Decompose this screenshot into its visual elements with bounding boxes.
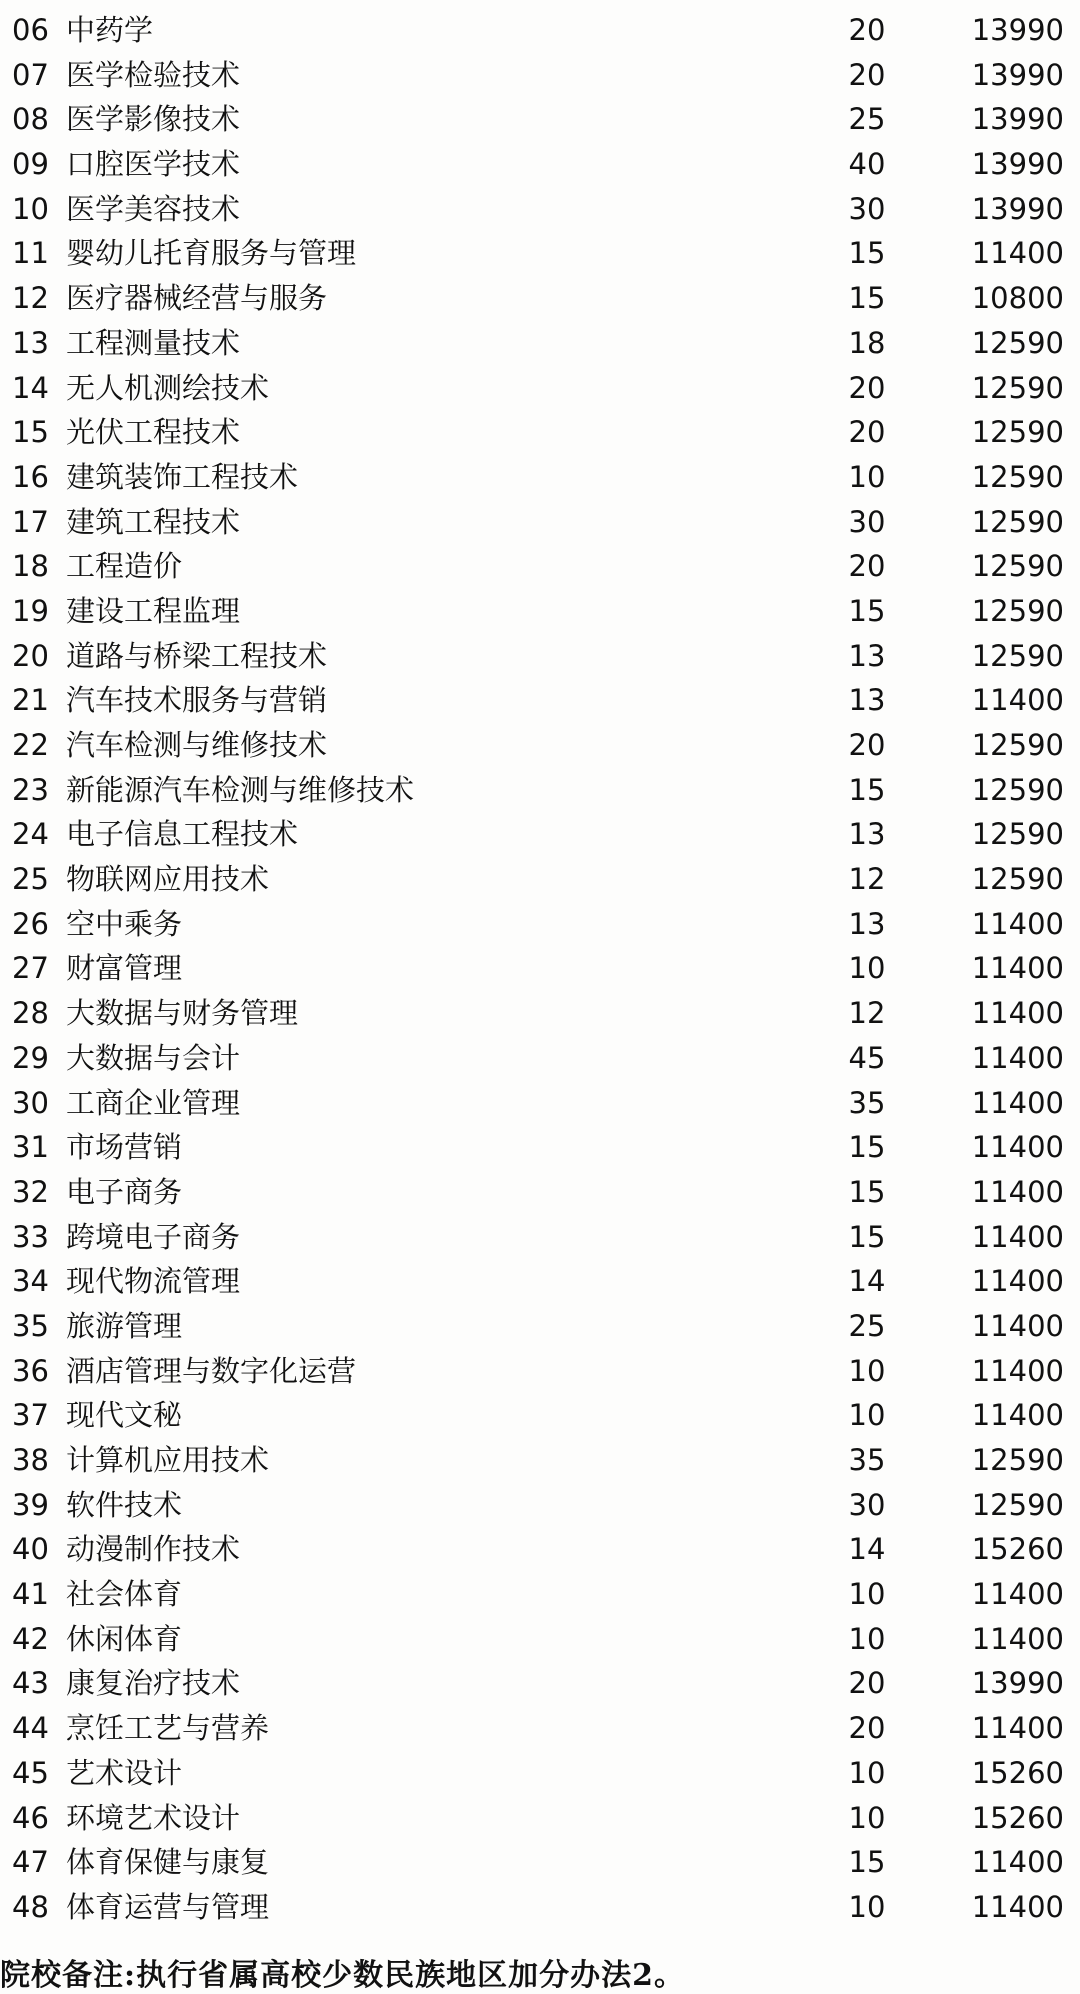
enrollment-quota: 30 (848, 504, 886, 539)
tuition-fee: 11400 (971, 996, 1064, 1031)
major-name: 建筑装饰工程技术 (66, 459, 299, 494)
major-code: 45 (12, 1755, 49, 1790)
table-row (0, 1438, 1080, 1483)
major-name: 跨境电子商务 (66, 1219, 241, 1254)
enrollment-quota: 25 (848, 102, 886, 137)
major-name: 工程造价 (66, 549, 183, 584)
major-name: 艺术设计 (66, 1755, 183, 1790)
enrollment-quota: 30 (848, 191, 886, 226)
tuition-fee: 13990 (971, 13, 1064, 47)
major-code: 29 (12, 1040, 49, 1075)
enrollment-quota: 14 (848, 1264, 886, 1299)
enrollment-quota: 10 (848, 1621, 886, 1656)
table-row (0, 1751, 1080, 1796)
tuition-fee: 12590 (971, 728, 1064, 762)
enrollment-quota: 18 (848, 325, 886, 360)
table-row (0, 142, 1080, 187)
tuition-fee: 12590 (971, 459, 1064, 494)
major-name: 婴幼儿托育服务与管理 (66, 236, 357, 271)
tuition-fee: 11400 (971, 1040, 1064, 1075)
enrollment-quota: 13 (848, 638, 886, 673)
major-code: 39 (12, 1487, 49, 1522)
major-code: 37 (12, 1398, 49, 1433)
major-code: 34 (12, 1264, 49, 1299)
major-code: 07 (12, 57, 49, 92)
tuition-fee: 11400 (971, 1621, 1064, 1656)
major-code: 48 (12, 1889, 49, 1924)
table-row (0, 946, 1080, 991)
major-code: 16 (12, 459, 49, 494)
institution-remark: 院校备注:执行省属高校少数民族地区加分办法2。 (0, 1958, 685, 1993)
tuition-fee: 13990 (971, 57, 1064, 92)
table-row (0, 8, 1080, 53)
major-code: 47 (12, 1845, 49, 1880)
table-row (0, 1215, 1080, 1260)
tuition-fee: 15260 (971, 1532, 1064, 1567)
major-name: 休闲体育 (66, 1621, 183, 1656)
table-row (0, 1304, 1080, 1349)
enrollment-quota: 20 (848, 415, 886, 450)
major-code: 14 (12, 370, 49, 405)
major-name: 烹饪工艺与营养 (66, 1711, 270, 1746)
enrollment-quota: 20 (848, 1711, 886, 1746)
table-row (0, 1572, 1080, 1617)
major-code: 38 (12, 1443, 49, 1477)
major-code: 09 (12, 147, 49, 182)
tuition-fee: 15260 (971, 1800, 1064, 1835)
enrollment-quota: 14 (848, 1532, 886, 1567)
major-name: 环境艺术设计 (66, 1800, 241, 1835)
table-row (0, 97, 1080, 142)
major-name: 现代文秘 (66, 1398, 183, 1433)
tuition-fee: 11400 (971, 906, 1064, 941)
major-code: 11 (12, 236, 49, 271)
tuition-fee: 12590 (971, 772, 1064, 807)
enrollment-quota: 10 (848, 951, 886, 986)
enrollment-quota: 30 (848, 1487, 886, 1522)
table-row (0, 678, 1080, 723)
tuition-fee: 15260 (971, 1755, 1064, 1790)
tuition-fee: 11400 (971, 1264, 1064, 1299)
table-row (0, 1483, 1080, 1528)
tuition-fee: 12590 (971, 638, 1064, 673)
tuition-fee: 13990 (971, 147, 1064, 182)
enrollment-quota: 13 (848, 906, 886, 941)
tuition-fee: 11400 (971, 236, 1064, 271)
enrollment-quota: 15 (848, 1130, 886, 1165)
major-code: 06 (12, 13, 49, 47)
enrollment-quota: 45 (848, 1040, 886, 1075)
major-name: 光伏工程技术 (66, 415, 241, 450)
enrollment-quota: 12 (848, 862, 886, 897)
table-row (0, 991, 1080, 1036)
major-name: 汽车技术服务与营销 (66, 683, 328, 718)
tuition-fee: 11400 (971, 1711, 1064, 1746)
major-code: 13 (12, 325, 49, 360)
major-code: 44 (12, 1711, 49, 1746)
tuition-fee: 11400 (971, 1845, 1064, 1880)
table-row (0, 1081, 1080, 1126)
table-row (0, 187, 1080, 232)
enrollment-quota: 40 (848, 147, 886, 182)
tuition-fee: 11400 (971, 683, 1064, 718)
major-name: 康复治疗技术 (66, 1666, 241, 1701)
major-name: 中药学 (66, 13, 154, 47)
major-code: 15 (12, 415, 49, 450)
enrollment-quota: 15 (848, 1174, 886, 1209)
major-code: 35 (12, 1308, 49, 1343)
table-row (0, 1349, 1080, 1394)
major-name: 酒店管理与数字化运营 (66, 1353, 357, 1388)
enrollment-quota: 15 (848, 593, 886, 628)
table-row (0, 589, 1080, 634)
enrollment-quota: 10 (848, 1353, 886, 1388)
tuition-fee: 11400 (971, 1889, 1064, 1924)
major-name: 道路与桥梁工程技术 (66, 638, 328, 673)
major-name: 工商企业管理 (66, 1085, 241, 1120)
major-code: 32 (12, 1174, 49, 1209)
major-name: 医学影像技术 (66, 102, 241, 137)
enrollment-quota: 12 (848, 996, 886, 1031)
enrollment-quota: 10 (848, 1889, 886, 1924)
table-row (0, 231, 1080, 276)
table-row (0, 366, 1080, 411)
major-name: 市场营销 (66, 1130, 183, 1165)
enrollment-quota: 10 (848, 1755, 886, 1790)
table-row (0, 634, 1080, 679)
table-row (0, 902, 1080, 947)
major-code: 22 (12, 728, 49, 762)
major-name: 体育运营与管理 (66, 1889, 270, 1924)
enrollment-quota: 20 (848, 728, 886, 762)
major-code: 30 (12, 1085, 49, 1120)
table-row (0, 455, 1080, 500)
tuition-fee: 12590 (971, 325, 1064, 360)
table-row (0, 1661, 1080, 1706)
table-row (0, 1706, 1080, 1751)
table-row (0, 53, 1080, 98)
enrollment-quota: 10 (848, 1577, 886, 1612)
major-code: 20 (12, 638, 49, 673)
tuition-fee: 13990 (971, 1666, 1064, 1701)
major-name: 医疗器械经营与服务 (66, 281, 328, 316)
major-name: 大数据与财务管理 (66, 996, 299, 1031)
major-code: 08 (12, 102, 49, 137)
major-name: 工程测量技术 (66, 325, 241, 360)
tuition-fee: 12590 (971, 817, 1064, 852)
table-row (0, 1617, 1080, 1662)
major-name: 体育保健与康复 (66, 1845, 270, 1880)
major-code: 31 (12, 1130, 49, 1165)
enrollment-quota: 20 (848, 57, 886, 92)
table-row (0, 1393, 1080, 1438)
tuition-fee: 11400 (971, 951, 1064, 986)
tuition-fee: 12590 (971, 415, 1064, 450)
major-name: 计算机应用技术 (66, 1443, 270, 1477)
tuition-fee: 12590 (971, 1487, 1064, 1522)
major-code: 26 (12, 906, 49, 941)
major-name: 物联网应用技术 (66, 862, 270, 897)
major-code: 10 (12, 191, 49, 226)
table-row (0, 1036, 1080, 1081)
tuition-fee: 11400 (971, 1219, 1064, 1254)
table-row (0, 1259, 1080, 1304)
major-code: 25 (12, 862, 49, 897)
table-row (0, 1527, 1080, 1572)
major-name: 电子信息工程技术 (66, 817, 299, 852)
table-row (0, 1840, 1080, 1885)
tuition-fee: 13990 (971, 102, 1064, 137)
major-name: 社会体育 (66, 1577, 183, 1612)
major-name: 新能源汽车检测与维修技术 (66, 772, 415, 807)
table-row (0, 1125, 1080, 1170)
enrollment-quota: 10 (848, 1800, 886, 1835)
tuition-fee: 12590 (971, 370, 1064, 405)
enrollment-quota: 20 (848, 549, 886, 584)
tuition-fee: 11400 (971, 1353, 1064, 1388)
major-name: 医学检验技术 (66, 57, 241, 92)
tuition-fee: 11400 (971, 1398, 1064, 1433)
enrollment-quota: 15 (848, 1219, 886, 1254)
major-code: 33 (12, 1219, 49, 1254)
major-code: 28 (12, 996, 49, 1031)
major-code: 18 (12, 549, 49, 584)
enrollment-quota: 13 (848, 683, 886, 718)
table-row (0, 1170, 1080, 1215)
tuition-fee: 12590 (971, 593, 1064, 628)
enrollment-quota: 15 (848, 1845, 886, 1880)
major-code: 42 (12, 1621, 49, 1656)
major-code: 27 (12, 951, 49, 986)
major-code: 41 (12, 1577, 49, 1612)
tuition-fee: 10800 (971, 281, 1064, 316)
major-code: 36 (12, 1353, 49, 1388)
tuition-fee: 11400 (971, 1085, 1064, 1120)
enrollment-quota: 20 (848, 1666, 886, 1701)
table-row (0, 544, 1080, 589)
major-code: 17 (12, 504, 49, 539)
table-row (0, 500, 1080, 545)
major-name: 现代物流管理 (66, 1264, 241, 1299)
major-code: 43 (12, 1666, 49, 1701)
major-name: 电子商务 (66, 1174, 183, 1209)
enrollment-quota: 10 (848, 459, 886, 494)
tuition-fee: 12590 (971, 862, 1064, 897)
enrollment-quota: 20 (848, 13, 886, 47)
major-name: 汽车检测与维修技术 (66, 728, 328, 762)
major-code: 40 (12, 1532, 49, 1567)
tuition-fee: 11400 (971, 1130, 1064, 1165)
major-name: 大数据与会计 (66, 1040, 241, 1075)
major-code: 23 (12, 772, 49, 807)
major-name: 财富管理 (66, 951, 183, 986)
major-code: 19 (12, 593, 49, 628)
enrollment-quota: 25 (848, 1308, 886, 1343)
table-row (0, 857, 1080, 902)
major-name: 软件技术 (66, 1487, 183, 1522)
tuition-fee: 11400 (971, 1174, 1064, 1209)
tuition-fee: 12590 (971, 1443, 1064, 1477)
table-row (0, 410, 1080, 455)
major-name: 口腔医学技术 (66, 147, 241, 182)
table-row (0, 321, 1080, 366)
major-code: 12 (12, 281, 49, 316)
major-name: 建设工程监理 (66, 593, 241, 628)
table-row (0, 723, 1080, 768)
major-name: 旅游管理 (66, 1308, 183, 1343)
enrollment-quota: 15 (848, 772, 886, 807)
enrollment-quota: 10 (848, 1398, 886, 1433)
major-name: 医学美容技术 (66, 191, 241, 226)
enrollment-quota: 35 (848, 1443, 886, 1477)
major-name: 无人机测绘技术 (66, 370, 270, 405)
major-name: 建筑工程技术 (66, 504, 241, 539)
major-name: 空中乘务 (66, 906, 183, 941)
major-name: 动漫制作技术 (66, 1532, 241, 1567)
table-row (0, 276, 1080, 321)
tuition-fee: 13990 (971, 191, 1064, 226)
tuition-fee: 12590 (971, 504, 1064, 539)
major-code: 46 (12, 1800, 49, 1835)
tuition-fee: 11400 (971, 1308, 1064, 1343)
enrollment-quota: 13 (848, 817, 886, 852)
major-code: 21 (12, 683, 49, 718)
table-row (0, 812, 1080, 857)
major-table (0, 8, 1080, 1930)
enrollment-quota: 15 (848, 236, 886, 271)
major-code: 24 (12, 817, 49, 852)
enrollment-quota: 20 (848, 370, 886, 405)
table-row (0, 1796, 1080, 1841)
table-row (0, 1885, 1080, 1930)
tuition-fee: 12590 (971, 549, 1064, 584)
table-row (0, 768, 1080, 813)
enrollment-quota: 35 (848, 1085, 886, 1120)
tuition-fee: 11400 (971, 1577, 1064, 1612)
enrollment-quota: 15 (848, 281, 886, 316)
